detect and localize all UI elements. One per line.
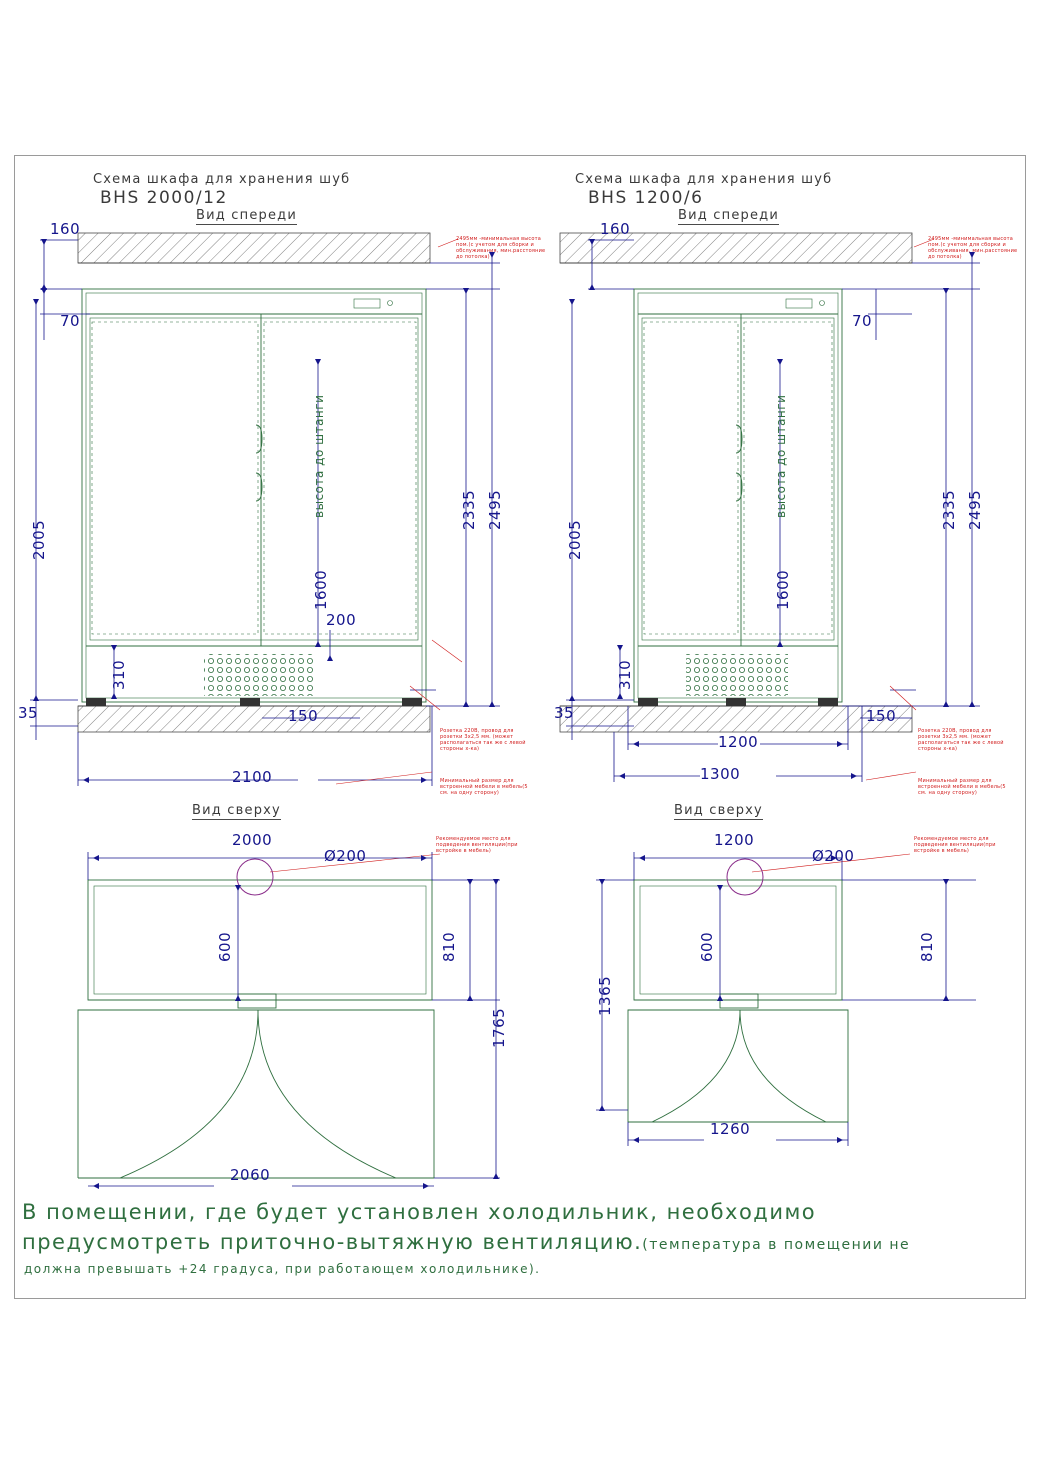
right-model: BHS 1200/6 xyxy=(588,188,704,208)
left-dim-35: 35 xyxy=(18,704,39,722)
right-dim-35: 35 xyxy=(554,704,575,722)
left-top-dim-1765: 1765 xyxy=(490,1007,508,1048)
left-dim-310: 310 xyxy=(110,659,128,690)
left-dim-2495: 2495 xyxy=(486,489,504,530)
right-dim-150: 150 xyxy=(866,707,897,725)
right-dim-2335: 2335 xyxy=(940,489,958,530)
right-top-dim-1260: 1260 xyxy=(710,1120,751,1138)
left-title: Схема шкафа для хранения шуб xyxy=(93,172,351,187)
right-title: Схема шкафа для хранения шуб xyxy=(575,172,833,187)
left-dim-2335: 2335 xyxy=(460,489,478,530)
left-dim-1600: 1600 xyxy=(312,569,330,610)
right-top-dim-1200: 1200 xyxy=(714,831,755,849)
right-dim-2005: 2005 xyxy=(566,519,584,560)
left-dim-2005: 2005 xyxy=(30,519,48,560)
right-dim-310: 310 xyxy=(616,659,634,690)
footer-note-line1: В помещении, где будет установлен холодильник, необходимо xyxy=(22,1200,817,1224)
left-top-view-label: Вид сверху xyxy=(192,803,281,818)
left-note-socket: Розетка 220В, провод для розетки 3х2,5 мм. (может располагаться так же с левой стороны х-ка) xyxy=(440,728,526,752)
left-top-dim-600: 600 xyxy=(216,931,234,962)
right-dim-160: 160 xyxy=(600,220,631,238)
left-rail-note: высота до штанги xyxy=(312,394,326,518)
right-note-min-size: Минимальный размер для встроенной мебели в мебель(5 см. на одну сторону) xyxy=(918,778,1006,796)
footer-note-line2-tail: (температура в помещении не xyxy=(642,1237,911,1253)
right-top-view-label: Вид сверху xyxy=(674,803,763,818)
right-dim-1300: 1300 xyxy=(700,765,741,783)
left-front-view-label: Вид спереди xyxy=(196,208,298,223)
right-note-socket: Розетка 220В, провод для розетки 3х2,5 мм. (может располагаться так же с левой стороны х-ка) xyxy=(918,728,1004,752)
right-rail-note: высота до штанги xyxy=(774,394,788,518)
right-note-ceiling: 2495мм -минимальная высота пом.(с учетом для сборки и обслуживания, мин.расстояние до потолка) xyxy=(928,236,1018,260)
right-note-vent: Рекомендуемое место для подведения вентиляции(при встройке в мебель) xyxy=(914,836,996,854)
left-top-dim-810: 810 xyxy=(440,931,458,962)
left-dim-200: 200 xyxy=(326,611,357,629)
left-model: BHS 2000/12 xyxy=(100,188,228,208)
right-top-dim-600: 600 xyxy=(698,931,716,962)
left-top-dim-2060: 2060 xyxy=(230,1166,271,1184)
right-dim-1600: 1600 xyxy=(774,569,792,610)
right-vent-diameter: Ø200 xyxy=(812,847,855,865)
right-dim-70: 70 xyxy=(852,312,873,330)
left-dim-150: 150 xyxy=(288,707,319,725)
right-top-dim-810: 810 xyxy=(918,931,936,962)
left-dim-160: 160 xyxy=(50,220,81,238)
right-dim-1200-front: 1200 xyxy=(718,733,759,751)
footer-note-line2-main: предусмотреть приточно-вытяжную вентиляцию. xyxy=(22,1230,643,1254)
footer-note-line3: должна превышать +24 градуса, при работающем холодильнике). xyxy=(24,1262,541,1276)
left-note-min-size: Минимальный размер для встроенной мебели в мебель(5 см. на одну сторону) xyxy=(440,778,528,796)
left-vent-diameter: Ø200 xyxy=(324,847,367,865)
right-dim-2495: 2495 xyxy=(966,489,984,530)
left-top-dim-2000: 2000 xyxy=(232,831,273,849)
left-dim-2100: 2100 xyxy=(232,768,273,786)
footer-note-line2 xyxy=(22,1230,910,1254)
right-top-dim-1365: 1365 xyxy=(596,975,614,1016)
left-note-ceiling: 2495мм -минимальная высота пом.(с учетом для сборки и обслуживания, мин.расстояние до потолка) xyxy=(456,236,546,260)
left-dim-70: 70 xyxy=(60,312,81,330)
left-note-vent: Рекомендуемое место для подведения вентиляции(при встройке в мебель) xyxy=(436,836,518,854)
right-front-view-label: Вид спереди xyxy=(678,208,780,223)
